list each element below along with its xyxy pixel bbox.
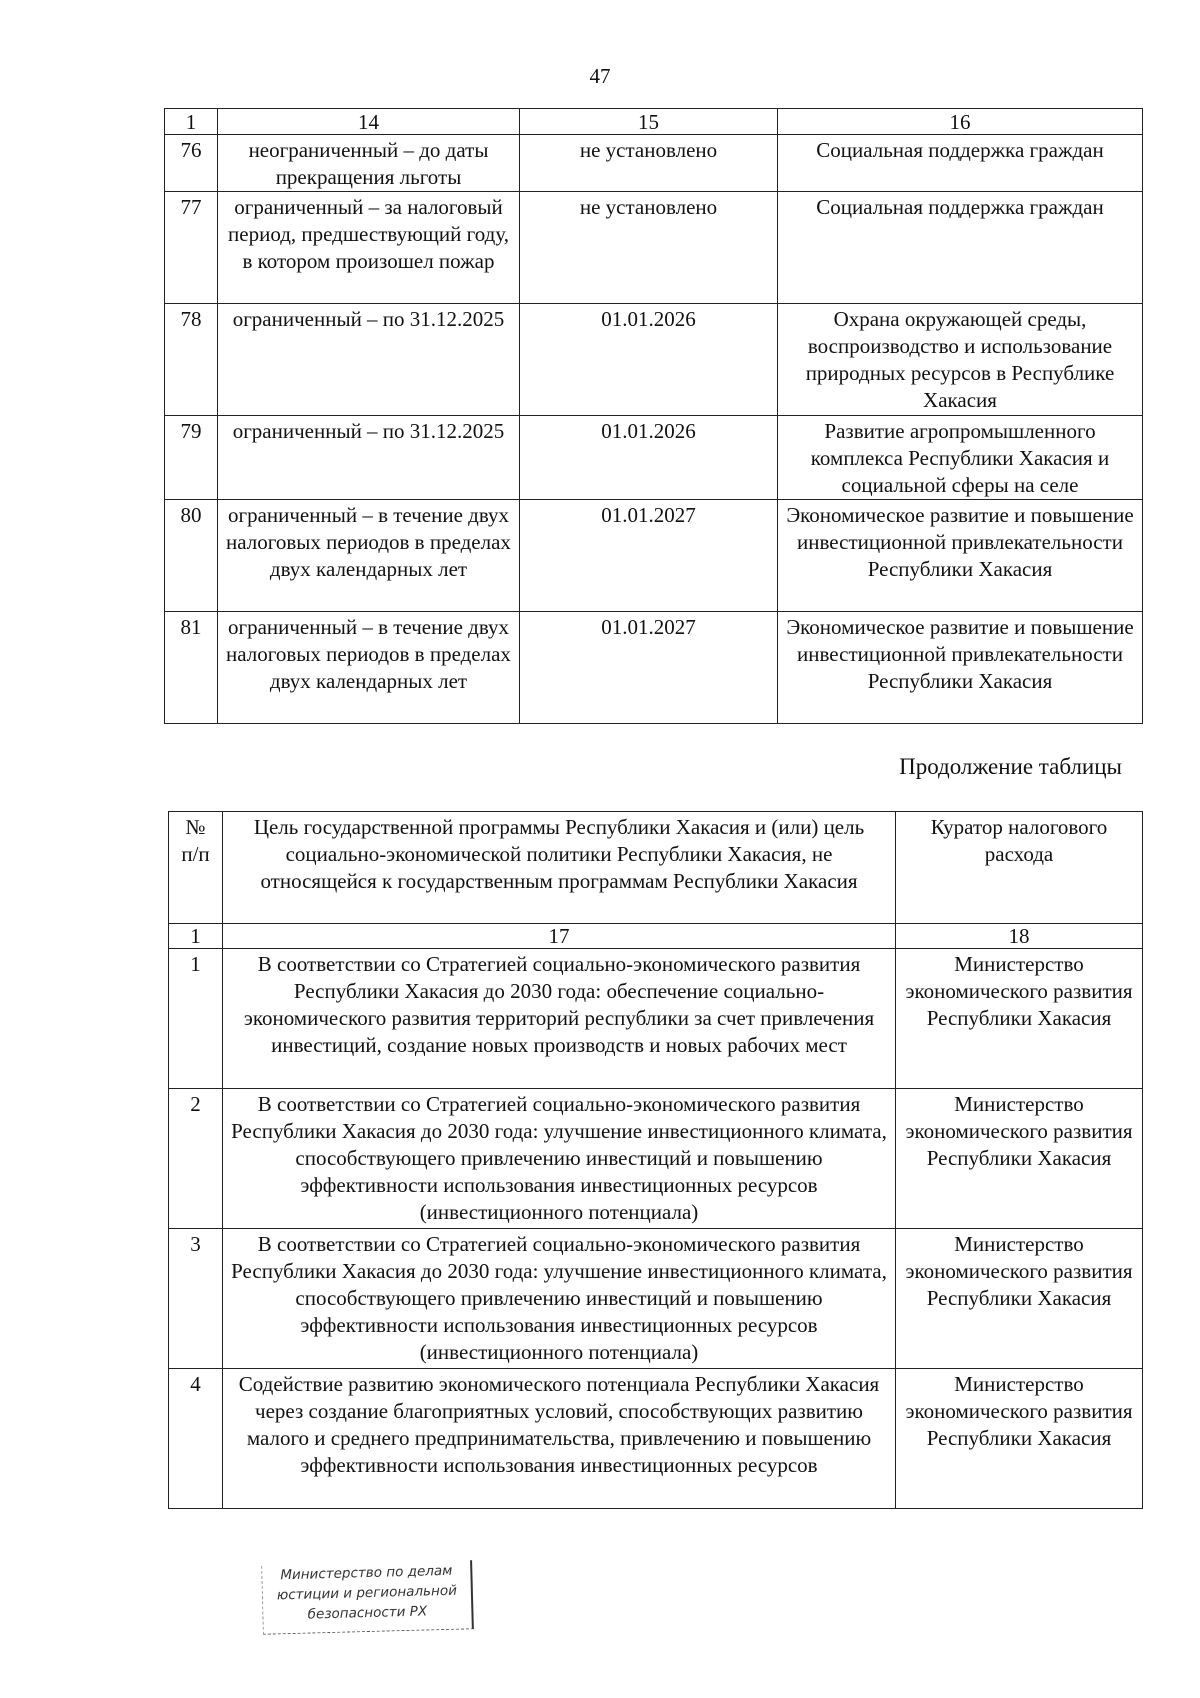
goal-cell: В соответствии со Стратегией социально-экономического развития Республики Хакасия до 2030 года: обеспечение социально-экономического развития территорий республики за счет привлечения инвестиций, создание новых производств и новых рабочих мест — [223, 949, 896, 1089]
column-number: 15 — [520, 109, 778, 135]
end-date-cell: не установлено — [520, 135, 778, 192]
header-num: № п/п — [169, 812, 223, 924]
ministry-stamp — [261, 1560, 474, 1634]
row-number: 81 — [165, 612, 218, 724]
term-cell: неограниченный – до даты прекращения льготы — [218, 135, 520, 192]
program-cell: Социальная поддержка граждан — [778, 135, 1143, 192]
row-number: 1 — [169, 949, 223, 1089]
goal-cell: В соответствии со Стратегией социально-экономического развития Республики Хакасия до 2030 года: улучшение инвестиционного климата, способствующего привлечению инвестиций и повышению эффективности использования инвестиционных ресурсов (инвестиционного потенциала) — [223, 1089, 896, 1229]
term-cell: ограниченный – в течение двух налоговых периодов в пределах двух календарных лет — [218, 500, 520, 612]
curator-cell: Министерство экономического развития Республики Хакасия — [896, 1369, 1143, 1509]
row-number: 79 — [165, 416, 218, 500]
table-row — [169, 1089, 1143, 1229]
stamp-line: юстиции и региональной — [276, 1582, 458, 1604]
tax-expense-table-part-top — [164, 108, 1143, 724]
end-date-cell: не установлено — [520, 192, 778, 304]
header-goal: Цель государственной программы Республики Хакасия и (или) цель социально-экономической политики Республики Хакасия, не относящейся к государственным программам Республики Хакасия — [223, 812, 896, 924]
column-number: 17 — [223, 924, 896, 949]
stamp-line: безопасности РХ — [307, 1603, 428, 1623]
column-number: 1 — [165, 109, 218, 135]
curator-cell: Министерство экономического развития Республики Хакасия — [896, 1229, 1143, 1369]
row-number: 4 — [169, 1369, 223, 1509]
column-number: 16 — [778, 109, 1143, 135]
table-row — [169, 1369, 1143, 1509]
curator-cell: Министерство экономического развития Республики Хакасия — [896, 949, 1143, 1089]
goal-cell: В соответствии со Стратегией социально-экономического развития Республики Хакасия до 2030 года: улучшение инвестиционного климата, способствующего привлечению инвестиций и повышению эффективности использования инвестиционных ресурсов (инвестиционного потенциала) — [223, 1229, 896, 1369]
term-cell: ограниченный – по 31.12.2025 — [218, 304, 520, 416]
row-number: 78 — [165, 304, 218, 416]
table-row — [165, 500, 1143, 612]
curator-cell: Министерство экономического развития Республики Хакасия — [896, 1089, 1143, 1229]
page-number: 47 — [589, 64, 611, 88]
end-date-cell: 01.01.2027 — [520, 612, 778, 724]
table-row — [165, 304, 1143, 416]
program-cell: Экономическое развитие и повышение инвестиционной привлекательности Республики Хакасия — [778, 612, 1143, 724]
header-row — [169, 812, 1143, 924]
column-number: 14 — [218, 109, 520, 135]
program-cell: Охрана окружающей среды, воспроизводство и использование природных ресурсов в Республике Хакасия — [778, 304, 1143, 416]
table-row — [169, 1229, 1143, 1369]
row-number: 77 — [165, 192, 218, 304]
stamp-line: Министерство по делам — [280, 1562, 453, 1584]
table-row — [169, 949, 1143, 1089]
program-cell: Развитие агропромышленного комплекса Республики Хакасия и социальной сферы на селе — [778, 416, 1143, 500]
program-cell: Экономическое развитие и повышение инвестиционной привлекательности Республики Хакасия — [778, 500, 1143, 612]
header-curator: Куратор налогового расхода — [896, 812, 1143, 924]
table-row — [165, 612, 1143, 724]
row-number: 3 — [169, 1229, 223, 1369]
end-date-cell: 01.01.2026 — [520, 304, 778, 416]
term-cell: ограниченный – по 31.12.2025 — [218, 416, 520, 500]
continuation-label: Продолжение таблицы — [899, 754, 1122, 779]
term-cell: ограниченный – за налоговый период, предшествующий году, в котором произошел пожар — [218, 192, 520, 304]
column-number-row — [165, 109, 1143, 135]
row-number: 80 — [165, 500, 218, 612]
table-row — [165, 135, 1143, 192]
goal-cell: Содействие развитию экономического потенциала Республики Хакасия через создание благоприятных условий, способствующих развитию малого и среднего предпринимательства, привлечению и повышению эффективности использования инвестиционных ресурсов — [223, 1369, 896, 1509]
end-date-cell: 01.01.2026 — [520, 416, 778, 500]
table-row — [165, 416, 1143, 500]
column-number-row — [169, 924, 1143, 949]
end-date-cell: 01.01.2027 — [520, 500, 778, 612]
term-cell: ограниченный – в течение двух налоговых периодов в пределах двух календарных лет — [218, 612, 520, 724]
column-number: 18 — [896, 924, 1143, 949]
row-number: 76 — [165, 135, 218, 192]
row-number: 2 — [169, 1089, 223, 1229]
program-cell: Социальная поддержка граждан — [778, 192, 1143, 304]
column-number: 1 — [169, 924, 223, 949]
tax-expense-table-part-bottom — [168, 811, 1143, 1509]
table-row — [165, 192, 1143, 304]
